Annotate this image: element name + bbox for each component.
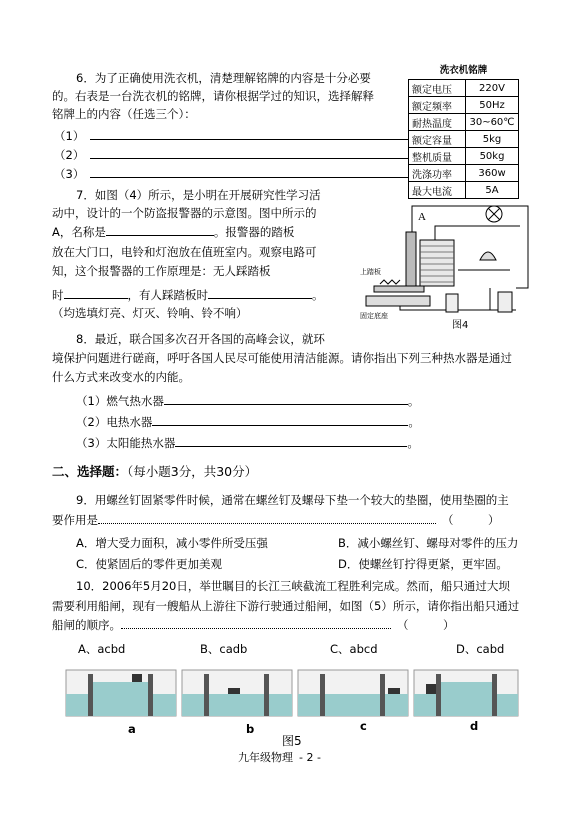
- bell-icon: [480, 252, 496, 260]
- base-icon: [366, 296, 430, 306]
- answer-line: [164, 394, 408, 405]
- panel-label-b: b: [246, 722, 255, 736]
- page-number: - 2 -: [299, 751, 321, 764]
- q7-line5: 知，这个报警器的工作原理是：无人踩踏板: [52, 264, 271, 278]
- answer-line: [90, 167, 408, 178]
- q10-line3: 船闸的顺序。 （ ）: [52, 618, 455, 632]
- armature-icon: [406, 232, 416, 286]
- q10-option-b: B、cadb: [200, 642, 248, 656]
- q10-option-a: A、acbd: [78, 642, 126, 656]
- q8-line1: 8．最近，联合国多次召开各国的高峰会议，就环: [76, 332, 325, 346]
- spring-icon: [380, 280, 400, 284]
- panel-label-d: d: [470, 719, 479, 733]
- q6-blank-3: （3）: [54, 166, 408, 182]
- q7-line1: 7．如图（4）所示，是小明在开展研究性学习活: [76, 188, 321, 202]
- label-a: A: [418, 211, 426, 223]
- table-row: 耐热温度 30~60℃: [409, 114, 519, 131]
- q8-item-3: （3）太阳能热水器 。: [76, 436, 419, 450]
- figure-4-alarm-circuit: [360, 200, 530, 330]
- answer-line: [106, 225, 214, 236]
- electromagnet-icon: [420, 240, 454, 286]
- q9-line1: 9．用螺丝钉固紧零件时候，通常在螺丝钉及螺母下垫一个较大的垫圈，使用垫圈的主: [76, 493, 509, 507]
- table-row: 洗涤功率 360w: [409, 165, 519, 182]
- figure-5-caption: 图5: [282, 734, 302, 748]
- q8-line3: 什么方式来改变水的内能。: [52, 370, 190, 384]
- circuit-wire: [435, 226, 520, 240]
- table-row: 额定频率 50Hz: [409, 97, 519, 114]
- table-row: 最大电流 5A: [409, 182, 519, 199]
- table-row: 额定容量 5kg: [409, 131, 519, 148]
- washer-nameplate: [408, 62, 519, 199]
- pedal-label: 上踏板: [360, 268, 381, 276]
- lock-panel-d: [414, 670, 518, 716]
- base-label: 固定底座: [360, 312, 388, 320]
- q9-option-a: A．增大受力面积，减小零件所受压强: [76, 536, 268, 550]
- battery-icon: [446, 294, 458, 312]
- q7-line6: 时 ，有人踩踏板时 。: [52, 288, 324, 302]
- answer-line: [90, 148, 408, 159]
- pedal-icon: [374, 286, 424, 292]
- q8-item-2: （2）电热水器 。: [76, 415, 420, 429]
- q9-option-b: B．减小螺丝钉、螺母对零件的压力: [338, 536, 519, 550]
- table-row: 整机质量 50kg: [409, 148, 519, 165]
- answer-line: [121, 618, 391, 629]
- q7-line7: （均选填灯亮、灯灭、铃响、铃不响）: [52, 306, 248, 320]
- section-heading: 二、选择题：（每小题3分，共30分）: [52, 464, 258, 479]
- q10-option-d: D、cabd: [456, 642, 505, 656]
- q10-option-c: C、abcd: [330, 642, 378, 656]
- q6-line2: 的。右表是一台洗衣机的铭牌，请你根据学过的知识，选择解释: [52, 89, 374, 103]
- answer-line: [90, 129, 408, 140]
- q6-line3: 铭牌上的内容（任选三个）：: [52, 107, 196, 121]
- battery-icon: [498, 292, 512, 312]
- answer-line: [152, 415, 408, 426]
- nameplate-table: [408, 79, 519, 199]
- q10-line2: 需要利用船闸，现有一艘船从上游往下游行驶通过船闸，如图（5）所示，请你指出船只通过: [52, 599, 520, 613]
- answer-line: [64, 288, 128, 299]
- q6-line1: 6．为了正确使用洗衣机，清楚理解铭牌的内容是十分必要: [76, 71, 371, 85]
- answer-line: [175, 436, 407, 447]
- q7-line2: 动中，设计的一个防盗报警器的示意图。图中所示的: [52, 206, 317, 220]
- table-row: 额定电压 220V: [409, 80, 519, 97]
- q9-line2: 要作用是 （ ）: [52, 513, 500, 527]
- panel-label-c: c: [360, 719, 367, 733]
- q7-line3: A，名称是 。报警器的踏板: [52, 225, 295, 239]
- nameplate-title: 洗衣机铭牌: [439, 65, 488, 76]
- q7-line4: 放在大门口，电铃和灯泡放在值班室内。观察电路可: [52, 245, 317, 259]
- answer-line: [208, 288, 312, 299]
- figure-5-ship-lock: [62, 660, 522, 720]
- figure-4-caption: 图4: [452, 320, 469, 331]
- lock-panel-c: [298, 670, 408, 716]
- lock-panel-a: [66, 670, 176, 716]
- q9-option-c: C．使紧固后的零件更加美观: [76, 557, 223, 571]
- q9-option-d: D．使螺丝钉拧得更紧，更牢固。: [338, 557, 508, 571]
- lock-panel-b: [182, 670, 292, 716]
- q10-line1: 10．2006年5月20日，举世瞩目的长江三峡截流工程胜利完成。然而，船只通过大坝: [76, 579, 510, 593]
- q8-item-1: （1）燃气热水器 。: [76, 394, 420, 408]
- q6-blank-2: （2）: [54, 147, 408, 163]
- q8-line2: 境保护问题进行磋商，呼吁各国人民尽可能使用清洁能源。请你指出下列三种热水器是通过: [52, 351, 512, 365]
- answer-line: [98, 513, 436, 524]
- page-footer: 九年级物理 - 2 -: [238, 751, 321, 764]
- q6-blank-1: （1）: [54, 128, 408, 144]
- panel-label-a: a: [128, 722, 136, 736]
